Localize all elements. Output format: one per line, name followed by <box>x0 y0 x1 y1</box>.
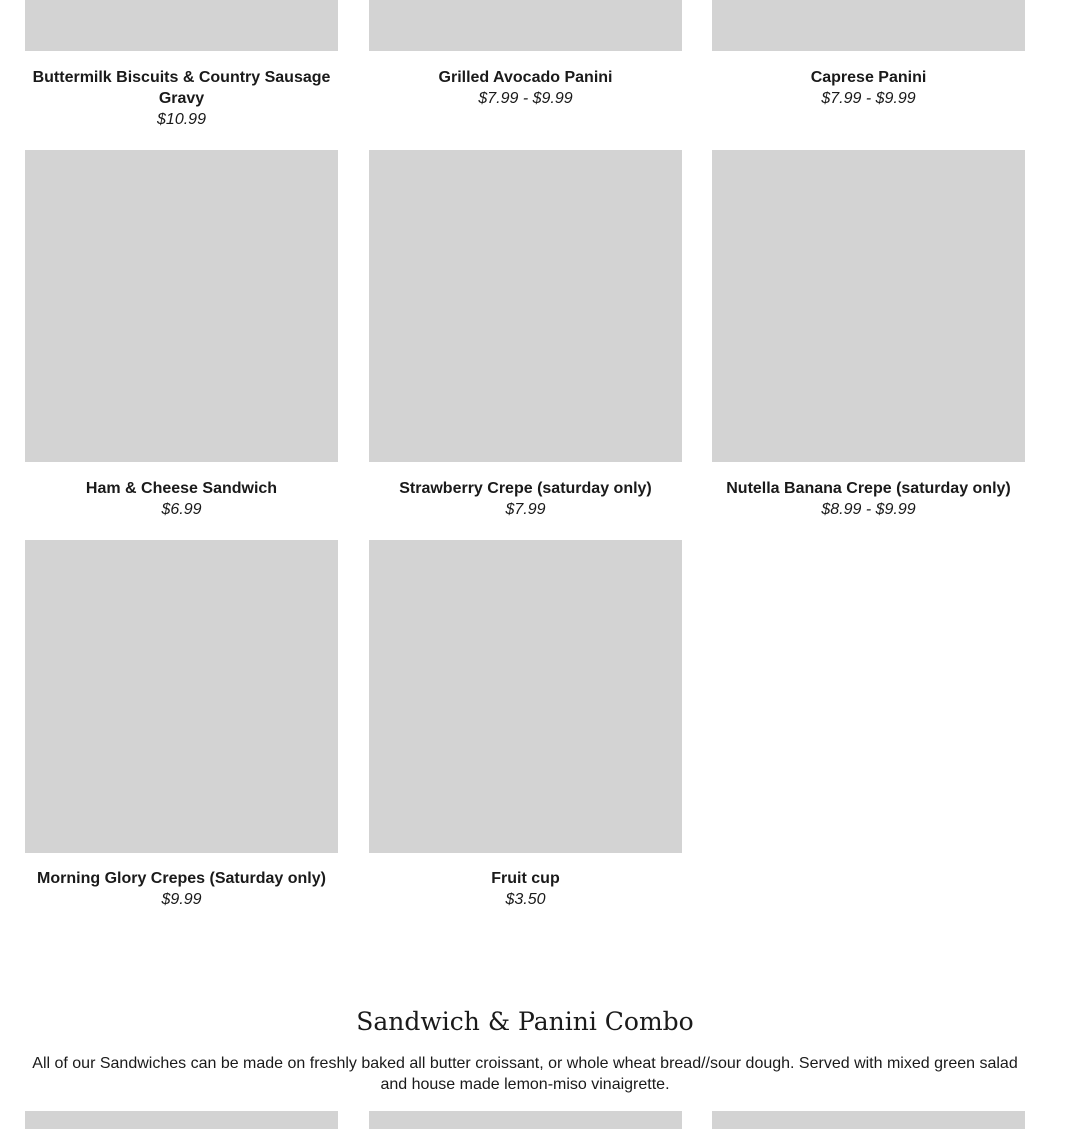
product-price: $9.99 <box>161 891 202 908</box>
product-price: $10.99 <box>157 111 206 128</box>
product-price: $7.99 - $9.99 <box>821 90 916 107</box>
product-image[interactable] <box>25 0 338 51</box>
product-card[interactable] <box>25 540 338 910</box>
product-card[interactable] <box>712 150 1025 520</box>
product-image[interactable] <box>25 540 338 853</box>
product-name[interactable]: Fruit cup <box>491 870 560 887</box>
product-image[interactable] <box>369 0 682 51</box>
product-image[interactable] <box>25 1111 338 1129</box>
product-name[interactable]: Nutella Banana Crepe (saturday only) <box>726 480 1011 497</box>
product-price: $7.99 <box>505 501 546 518</box>
product-name[interactable]: Grilled Avocado Panini <box>438 69 613 86</box>
section-description: All of our Sandwiches can be made on freshly baked all butter croissant, or whole wheat bread//sour dough. Served with mixed green salad and house made lemon-miso vinaigrette. <box>32 1055 1018 1093</box>
product-card[interactable] <box>712 0 1025 109</box>
product-price: $6.99 <box>161 501 202 518</box>
product-card[interactable] <box>369 1111 682 1129</box>
product-name[interactable]: Ham & Cheese Sandwich <box>85 480 278 497</box>
product-image[interactable] <box>369 1111 682 1129</box>
product-image[interactable] <box>712 0 1025 51</box>
product-price: $3.50 <box>505 891 546 908</box>
product-card[interactable] <box>25 1111 338 1129</box>
product-name[interactable]: Morning Glory Crepes (Saturday only) <box>37 870 326 887</box>
product-name[interactable]: Buttermilk Biscuits & Country Sausage Gravy <box>32 69 331 107</box>
section-title: Sandwich & Panini Combo <box>356 1007 694 1036</box>
product-card[interactable] <box>369 150 682 520</box>
product-card[interactable] <box>712 1111 1025 1129</box>
product-card[interactable] <box>369 0 682 109</box>
product-name[interactable]: Caprese Panini <box>810 69 927 86</box>
product-card[interactable] <box>25 0 338 130</box>
product-price: $7.99 - $9.99 <box>478 90 573 107</box>
product-image[interactable] <box>25 150 338 462</box>
product-image[interactable] <box>712 150 1025 462</box>
product-card[interactable] <box>369 540 682 910</box>
product-card[interactable] <box>25 150 338 520</box>
product-name[interactable]: Strawberry Crepe (saturday only) <box>399 480 652 497</box>
product-image[interactable] <box>369 150 682 462</box>
product-image[interactable] <box>369 540 682 853</box>
product-image[interactable] <box>712 1111 1025 1129</box>
product-price: $8.99 - $9.99 <box>821 501 916 518</box>
